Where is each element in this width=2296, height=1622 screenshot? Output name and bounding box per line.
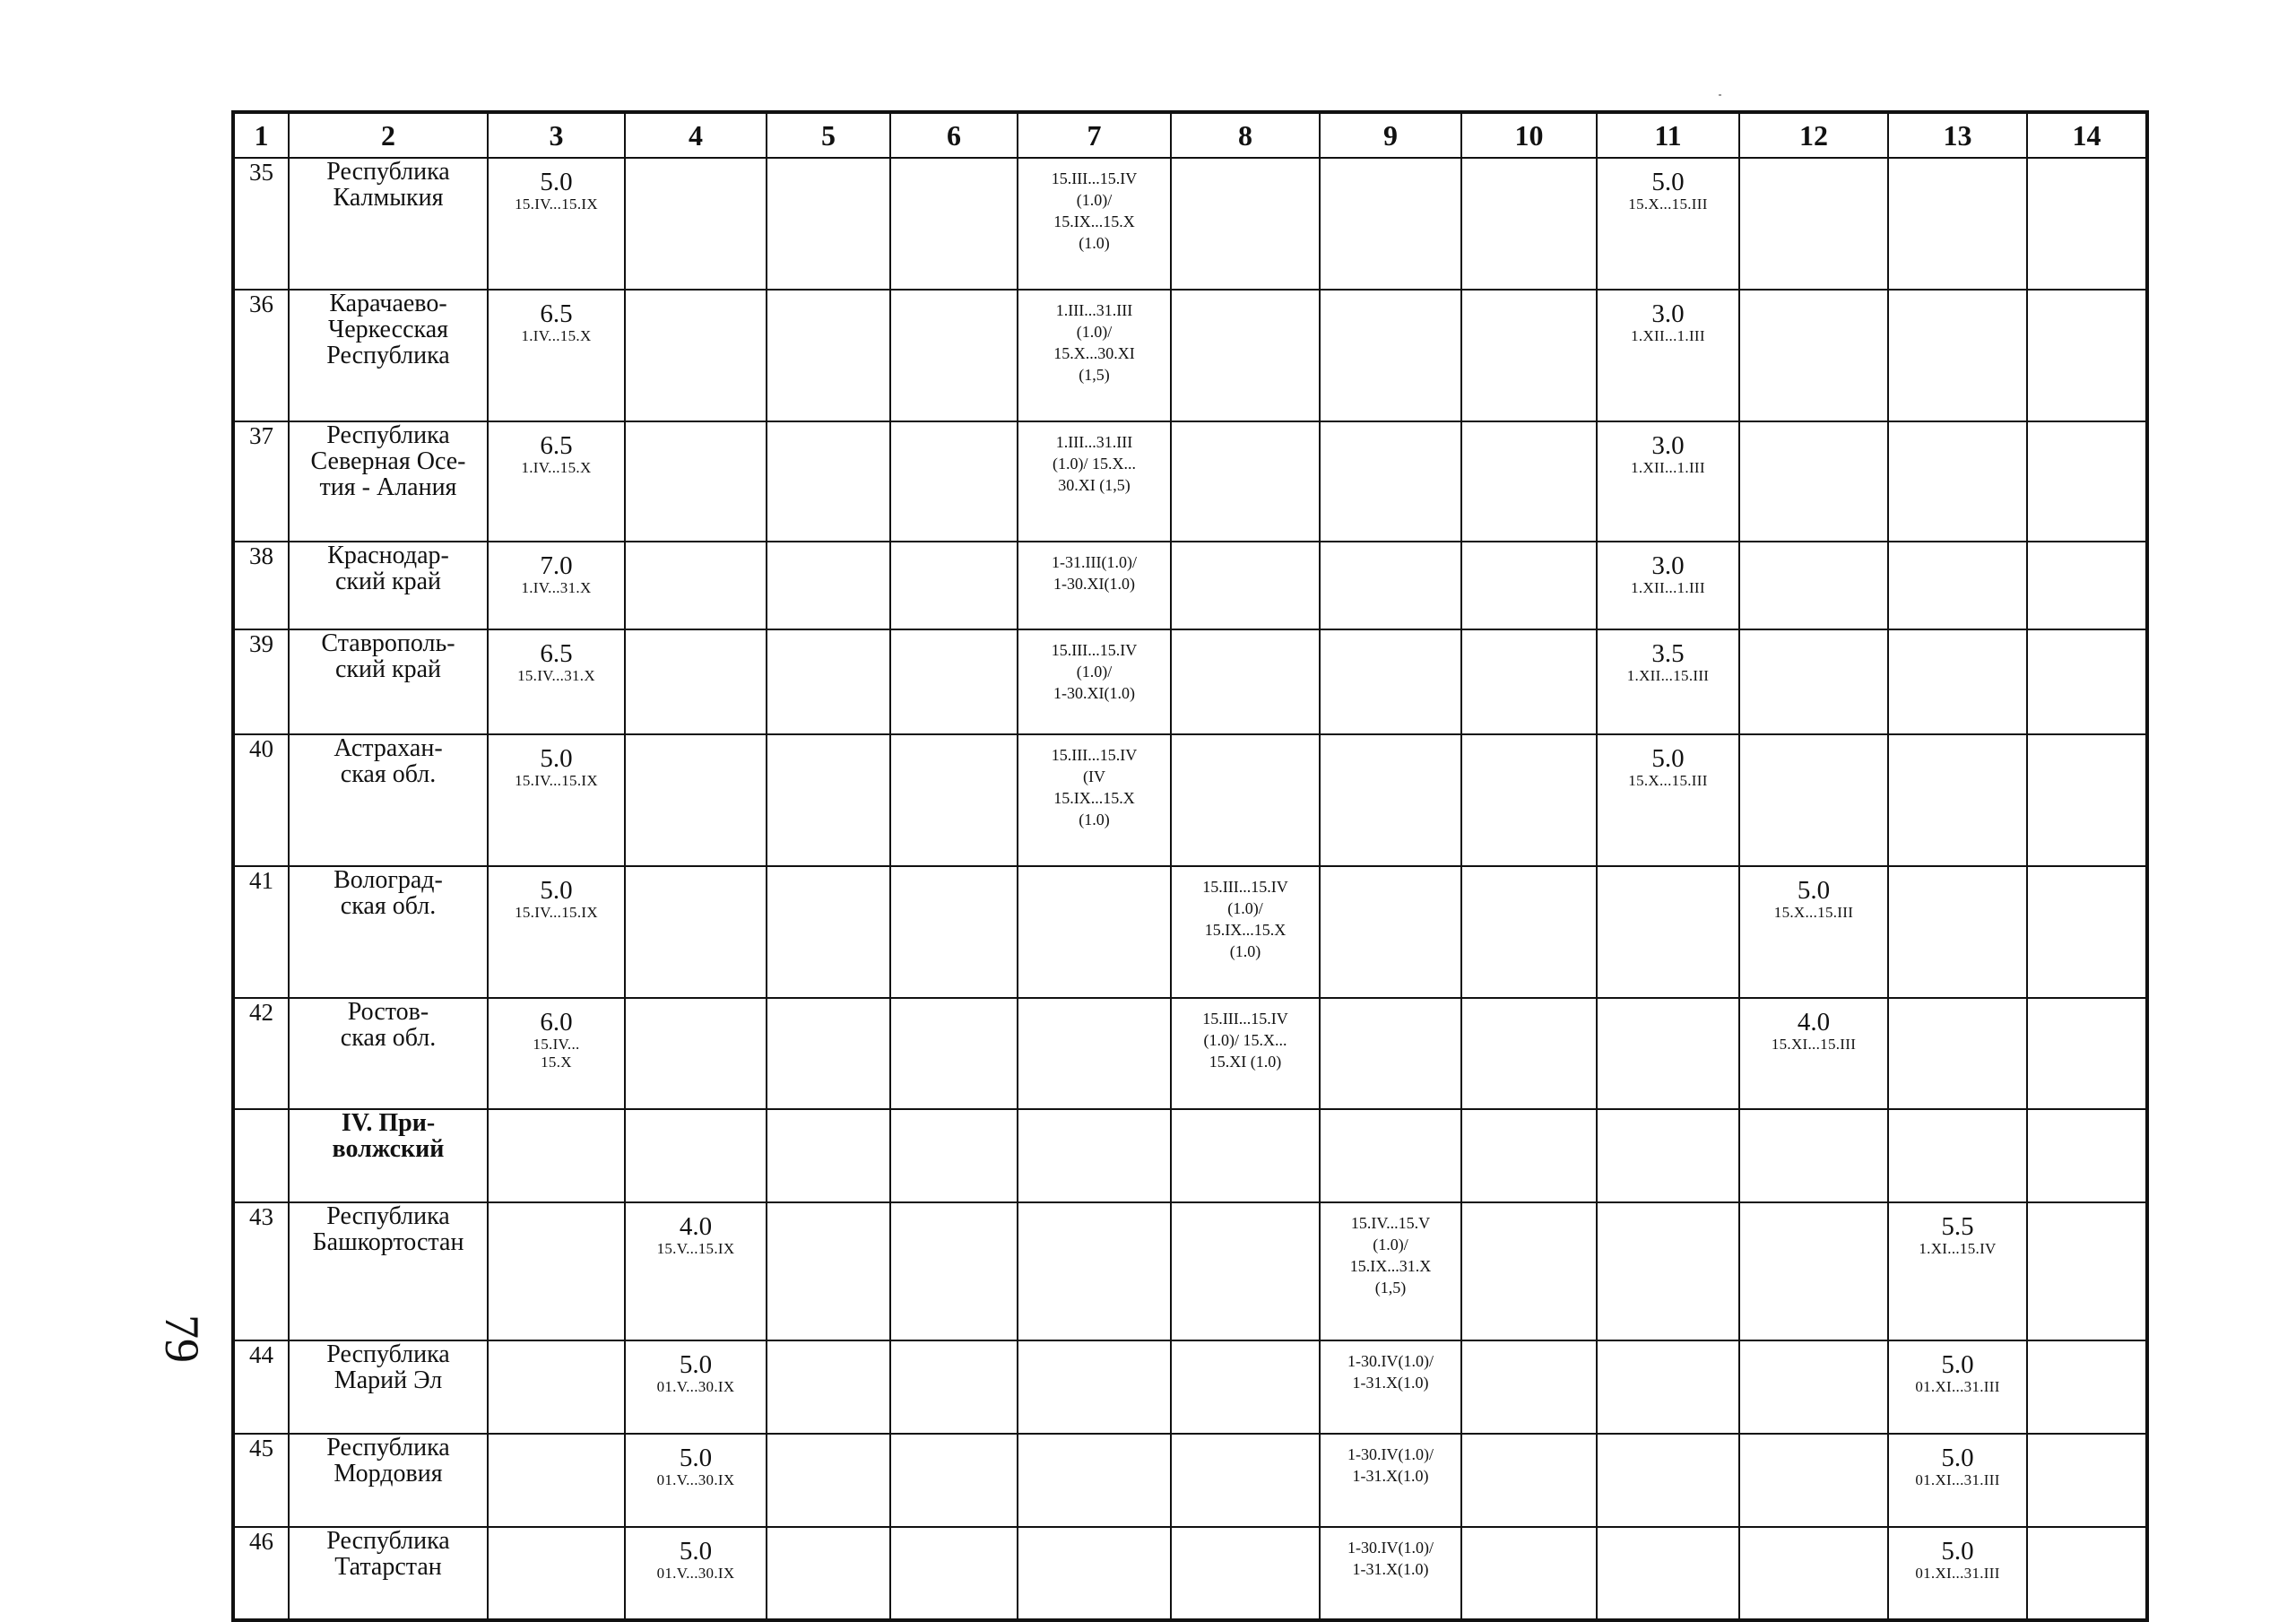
table-row [233,1434,2147,1527]
transition-period: 15.III...15.IV (1.0)/ 15.X... 15.XI (1.0) [1202,1010,1288,1071]
cell [625,290,767,421]
value: 5.0 [1941,1537,1974,1566]
cell [1018,421,1171,542]
date-range: 01.XI...31.III [1915,1378,2000,1395]
value: 5.0 [679,1537,713,1566]
cell [1597,1340,1739,1434]
region-name [289,866,488,998]
cell [1320,1434,1461,1527]
date-range: 1.XII...15.III [1626,667,1710,684]
value: 3.0 [1651,431,1685,460]
cell [1171,1340,1320,1434]
value: 3.5 [1651,639,1685,668]
row-number: 38 [233,542,289,629]
cell [625,734,767,866]
column-header-6: 6 [890,112,1018,158]
date-range: 01.XI...31.III [1915,1565,2000,1582]
table-row [233,734,2147,866]
cell [1171,158,1320,290]
cell [1320,998,1461,1109]
date-range: 1.IV...15.X [521,459,592,476]
cell [1461,421,1597,542]
cell [767,866,890,998]
cell [1739,1109,1888,1202]
cell [2027,1340,2147,1434]
table-row [233,421,2147,542]
cell [767,421,890,542]
cell [1597,1434,1739,1527]
cell [1320,866,1461,998]
cell [1461,866,1597,998]
transition-period: 15.III...15.IV (1.0)/ 15.IX...15.X (1.0) [1051,169,1138,252]
cell [1320,1340,1461,1434]
region-name-text: Волоград- ская обл. [334,866,443,920]
cell [2027,629,2147,734]
cell [1597,158,1739,290]
region-name-text: Республика Северная Осе- тия - Алания [310,421,466,501]
region-name-text: IV. При- волжский [332,1109,445,1163]
cell [1461,290,1597,421]
cell [1461,1434,1597,1527]
cell [1888,1340,2027,1434]
region-name-text: Республика Башкортостан [312,1202,464,1256]
column-header-7: 7 [1018,112,1171,158]
cell [1739,1202,1888,1340]
region-name [289,1434,488,1527]
cell [2027,998,2147,1109]
climate-data-table [231,110,2149,1622]
cell [625,1202,767,1340]
cell [1018,158,1171,290]
cell [1739,734,1888,866]
cell [488,734,625,866]
cell [2027,734,2147,866]
cell [767,1202,890,1340]
value: 4.0 [1797,1008,1831,1037]
row-number: 37 [233,421,289,542]
row-number: 42 [233,998,289,1109]
table-row [233,290,2147,421]
cell [767,1340,890,1434]
value: 6.5 [540,639,573,668]
cell [1739,866,1888,998]
cell [1320,1202,1461,1340]
cell [1320,629,1461,734]
header-row [233,112,2147,158]
cell [890,629,1018,734]
cell [1739,1340,1888,1434]
value: 4.0 [679,1212,713,1241]
cell [1171,866,1320,998]
transition-period: 1-30.IV(1.0)/ 1-31.X(1.0) [1347,1352,1434,1392]
cell [1018,1340,1171,1434]
cell [1739,290,1888,421]
region-name-text: Астрахан- ская обл. [334,734,443,788]
region-name-text: Ростов- ская обл. [340,998,437,1052]
cell [488,866,625,998]
transition-period: 1-30.IV(1.0)/ 1-31.X(1.0) [1347,1539,1434,1578]
row-number: 35 [233,158,289,290]
cell [1597,290,1739,421]
cell [625,421,767,542]
cell [625,866,767,998]
cell [1888,629,2027,734]
region-name [289,542,488,629]
date-range: 15.IV...15.IX [515,772,598,789]
cell [1597,1527,1739,1620]
cell [1018,290,1171,421]
transition-period: 15.IV...15.V (1.0)/ 15.IX...31.X (1,5) [1349,1214,1432,1297]
cell [1461,1109,1597,1202]
cell [767,629,890,734]
region-name [289,1202,488,1340]
value: 5.0 [1797,876,1831,905]
cell [1888,1527,2027,1620]
date-range: 1.XI...15.IV [1919,1240,1997,1257]
cell [2027,866,2147,998]
date-range: 1.XII...1.III [1631,327,1705,344]
table-row [233,866,2147,998]
date-range: 15.IV...15.IX [515,195,598,213]
cell [767,1527,890,1620]
cell [2027,1527,2147,1620]
cell [1018,998,1171,1109]
region-name [289,158,488,290]
cell [767,734,890,866]
value: 5.0 [1651,744,1685,773]
column-header-5: 5 [767,112,890,158]
date-range: 01.V...30.IX [656,1565,735,1582]
cell [767,1434,890,1527]
cell [1171,998,1320,1109]
cell [1171,1109,1320,1202]
cell [890,734,1018,866]
cell [1018,1202,1171,1340]
region-name [289,1340,488,1434]
cell [767,542,890,629]
cell [1320,1527,1461,1620]
cell [625,1527,767,1620]
section-heading [289,1109,488,1202]
cell [1597,734,1739,866]
region-name-text: Краснодар- ский край [327,542,449,595]
cell [625,998,767,1109]
cell [1171,1202,1320,1340]
region-name-text: Республика Мордовия [326,1434,450,1488]
date-range: 01.XI...31.III [1915,1471,2000,1488]
cell [625,629,767,734]
row-number: 44 [233,1340,289,1434]
cell [488,421,625,542]
cell [1018,629,1171,734]
cell [488,1340,625,1434]
date-range: 1.XII...1.III [1631,459,1705,476]
cell [1320,290,1461,421]
cell [488,1202,625,1340]
column-header-11: 11 [1597,112,1739,158]
date-range: 1.IV...31.X [521,579,592,596]
cell [2027,1109,2147,1202]
value: 6.0 [540,1008,573,1037]
cell [1888,1434,2027,1527]
value: 5.0 [540,876,573,905]
cell [1461,734,1597,866]
value: 5.0 [1941,1350,1974,1379]
date-range: 1.IV...15.X [521,327,592,344]
cell [1018,1109,1171,1202]
cell [488,998,625,1109]
cell [1171,290,1320,421]
cell [1461,1202,1597,1340]
value: 5.0 [540,168,573,196]
row-number [233,1109,289,1202]
cell [2027,158,2147,290]
cell [890,158,1018,290]
region-name [289,1527,488,1620]
cell [1171,1527,1320,1620]
cell [767,290,890,421]
cell [1461,998,1597,1109]
cell [1597,866,1739,998]
cell [767,158,890,290]
date-range: 15.X...15.III [1773,904,1854,921]
cell [625,1340,767,1434]
cell [1461,1527,1597,1620]
cell [1018,1434,1171,1527]
column-header-12: 12 [1739,112,1888,158]
cell [1320,542,1461,629]
cell [625,158,767,290]
table-row [233,1202,2147,1340]
cell [890,1202,1018,1340]
cell [488,1527,625,1620]
transition-period: 15.III...15.IV (IV 15.IX...15.X (1.0) [1051,746,1138,828]
column-header-10: 10 [1461,112,1597,158]
cell [1597,1202,1739,1340]
column-header-1: 1 [233,112,289,158]
cell [890,1434,1018,1527]
transition-period: 1-31.III(1.0)/ 1-30.XI(1.0) [1052,553,1137,593]
cell [890,1340,1018,1434]
cell [890,866,1018,998]
cell [1018,542,1171,629]
table-row [233,629,2147,734]
cell [1888,290,2027,421]
date-range: 1.XII...1.III [1631,579,1705,596]
date-range: 01.V...30.IX [656,1471,735,1488]
value: 6.5 [540,431,573,460]
value: 5.0 [1651,168,1685,196]
cell [2027,1434,2147,1527]
cell [767,998,890,1109]
cell [488,1434,625,1527]
table-row [233,1109,2147,1202]
row-number: 41 [233,866,289,998]
region-name [289,629,488,734]
value: 7.0 [540,551,573,580]
date-range: 15.X...15.III [1628,195,1708,213]
value: 5.0 [540,744,573,773]
region-name [289,421,488,542]
table-row [233,1340,2147,1434]
cell [1171,629,1320,734]
value: 5.0 [679,1350,713,1379]
value: 6.5 [540,299,573,328]
cell [890,1527,1018,1620]
region-name-text: Республика Татарстан [326,1527,450,1581]
date-range: 15.IV... 15.X [533,1036,580,1071]
region-name [289,998,488,1109]
cell [1888,1109,2027,1202]
value: 5.0 [679,1444,713,1472]
date-range: 15.IV...15.IX [515,904,598,921]
column-header-8: 8 [1171,112,1320,158]
cell [625,1434,767,1527]
cell [1597,629,1739,734]
cell [1888,542,2027,629]
table-row [233,998,2147,1109]
table-row [233,158,2147,290]
cell [890,421,1018,542]
cell [1171,734,1320,866]
cell [2027,421,2147,542]
cell [625,542,767,629]
cell [1739,1434,1888,1527]
transition-period: 1.III...31.III (1.0)/ 15.X...30.XI (1,5) [1053,301,1135,384]
region-name-text: Карачаево- Черкесская Республика [326,290,450,369]
transition-period: 1.III...31.III (1.0)/ 15.X... 30.XI (1,5) [1053,433,1136,494]
cell [1320,421,1461,542]
column-header-3: 3 [488,112,625,158]
cell [488,542,625,629]
row-number: 43 [233,1202,289,1340]
column-header-2: 2 [289,112,488,158]
value: 5.0 [1941,1444,1974,1472]
cell [1888,1202,2027,1340]
cell [488,629,625,734]
region-name [289,290,488,421]
scan-speck [1719,94,1721,96]
cell [1739,421,1888,542]
date-range: 15.X...15.III [1628,772,1708,789]
cell [1171,542,1320,629]
cell [1597,421,1739,542]
date-range: 01.V...30.IX [656,1378,735,1395]
cell [1597,998,1739,1109]
cell [890,290,1018,421]
column-header-14: 14 [2027,112,2147,158]
row-number: 39 [233,629,289,734]
transition-period: 15.III...15.IV (1.0)/ 1-30.XI(1.0) [1051,641,1138,702]
cell [2027,290,2147,421]
column-header-9: 9 [1320,112,1461,158]
value: 3.0 [1651,551,1685,580]
cell [1888,734,2027,866]
cell [1888,866,2027,998]
cell [1597,1109,1739,1202]
cell [1597,542,1739,629]
cell [1739,158,1888,290]
cell [1171,421,1320,542]
cell [1461,1340,1597,1434]
row-number: 40 [233,734,289,866]
region-name-text: Республика Марий Эл [326,1340,450,1394]
transition-period: 1-30.IV(1.0)/ 1-31.X(1.0) [1347,1445,1434,1485]
cell [1888,158,2027,290]
column-header-13: 13 [1888,112,2027,158]
region-name-text: Ставрополь- ский край [321,629,455,683]
cell [1461,158,1597,290]
value: 3.0 [1651,299,1685,328]
cell [2027,1202,2147,1340]
cell [1018,866,1171,998]
cell [1888,421,2027,542]
table-row [233,542,2147,629]
cell [890,998,1018,1109]
cell [1888,998,2027,1109]
cell [488,290,625,421]
cell [488,1109,625,1202]
row-number: 46 [233,1527,289,1620]
cell [1171,1434,1320,1527]
cell [1320,158,1461,290]
cell [1018,1527,1171,1620]
cell [1320,734,1461,866]
table-row [233,1527,2147,1620]
region-name [289,734,488,866]
date-range: 15.V...15.IX [656,1240,735,1257]
cell [488,158,625,290]
cell [767,1109,890,1202]
cell [1739,1527,1888,1620]
row-number: 36 [233,290,289,421]
cell [1018,734,1171,866]
cell [1461,542,1597,629]
cell [1320,1109,1461,1202]
value: 5.5 [1941,1212,1974,1241]
cell [2027,542,2147,629]
row-number: 45 [233,1434,289,1527]
cell [890,1109,1018,1202]
cell [1461,629,1597,734]
page-number: 79 [155,1314,209,1363]
date-range: 15.IV...31.X [517,667,595,684]
date-range: 15.XI...15.III [1771,1036,1857,1053]
column-header-4: 4 [625,112,767,158]
transition-period: 15.III...15.IV (1.0)/ 15.IX...15.X (1.0) [1202,878,1288,960]
cell [625,1109,767,1202]
cell [1739,542,1888,629]
cell [1739,998,1888,1109]
region-name-text: Республика Калмыкия [326,158,450,212]
cell [890,542,1018,629]
cell [1739,629,1888,734]
